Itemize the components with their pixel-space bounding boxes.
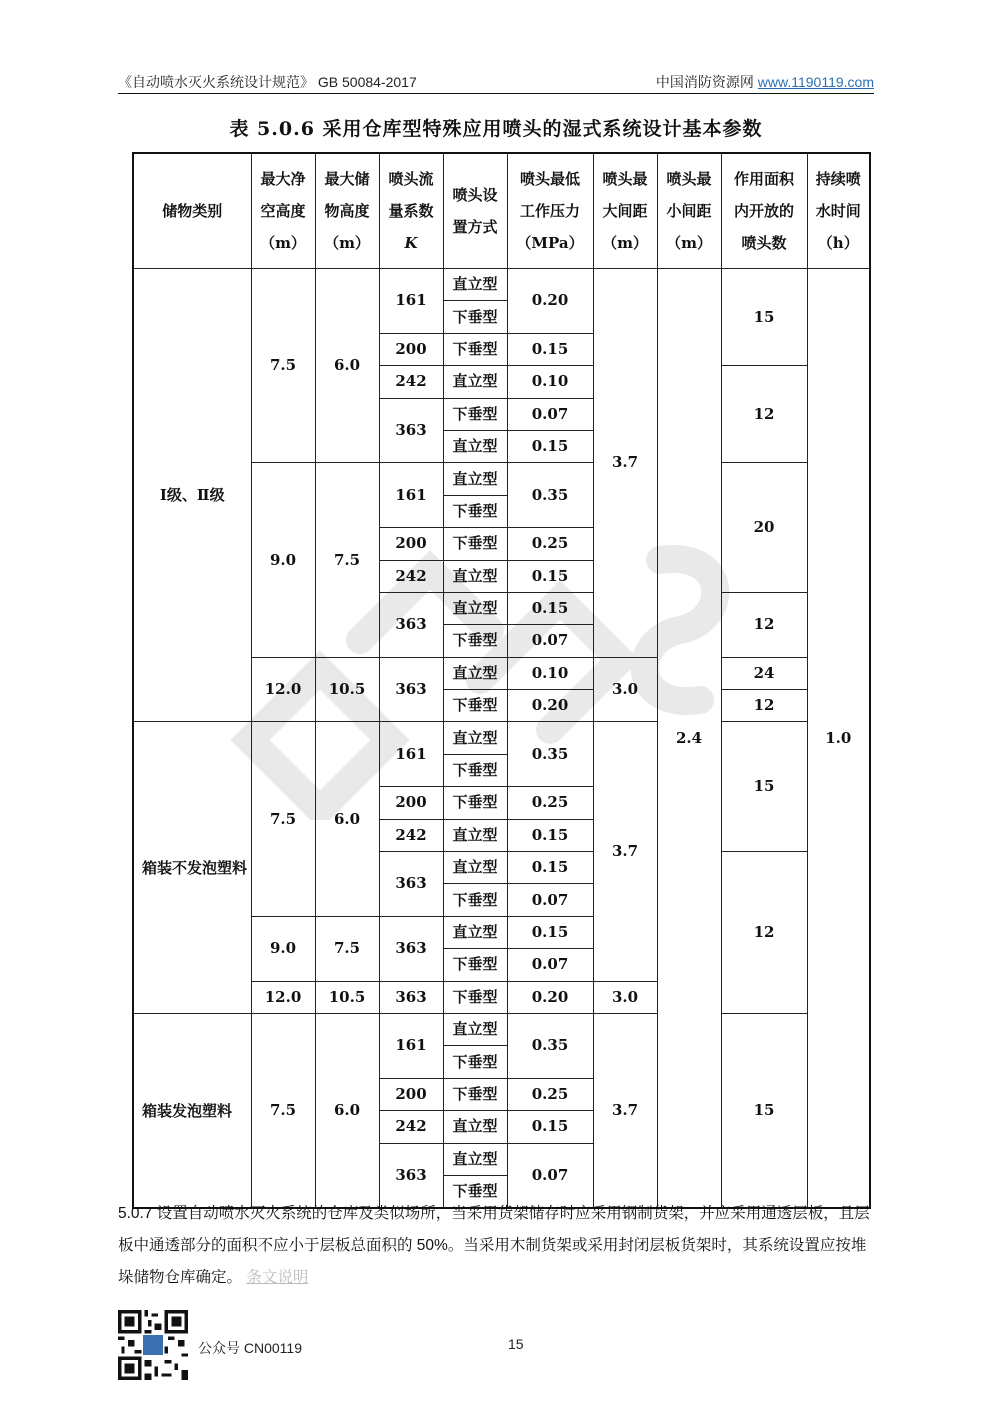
pressure-cell: 0.15 <box>507 592 593 624</box>
table-header-row <box>133 153 870 269</box>
table-row <box>133 1013 870 1045</box>
mount-cell: 下垂型 <box>443 1046 507 1078</box>
max-spacing-cell: 3.7 <box>593 722 657 981</box>
pressure-cell: 0.07 <box>507 625 593 657</box>
k-factor-cell: 242 <box>379 819 443 851</box>
pressure-cell: 0.25 <box>507 1078 593 1110</box>
k-factor-cell: 161 <box>379 269 443 334</box>
mount-cell: 直立型 <box>443 722 507 754</box>
header-divider <box>118 93 874 94</box>
k-factor-cell: 200 <box>379 528 443 560</box>
pressure-cell: 0.15 <box>507 333 593 365</box>
clear-height-cell: 9.0 <box>251 916 315 981</box>
col-header-clear-height: 最大净 空高度 （m） <box>251 153 315 269</box>
page-number: 15 <box>508 1336 524 1352</box>
table-title: 表 5.0.6 采用仓库型特殊应用喷头的湿式系统设计基本参数 <box>229 118 763 140</box>
pressure-cell: 0.07 <box>507 884 593 916</box>
k-factor-cell: 242 <box>379 560 443 592</box>
pressure-cell: 0.15 <box>507 916 593 948</box>
mount-cell: 直立型 <box>443 1111 507 1143</box>
k-factor-cell: 363 <box>379 852 443 917</box>
site-credit <box>656 72 874 92</box>
k-factor-cell: 363 <box>379 592 443 657</box>
open-heads-cell: 15 <box>721 1013 807 1208</box>
k-factor-cell: 161 <box>379 722 443 787</box>
min-spacing-cell: 2.4 <box>657 269 721 1209</box>
mount-cell: 下垂型 <box>443 949 507 981</box>
storage-height-cell: 6.0 <box>315 269 379 463</box>
k-factor-cell: 161 <box>379 463 443 528</box>
mount-cell: 下垂型 <box>443 301 507 333</box>
k-factor-cell: 363 <box>379 916 443 981</box>
pressure-cell: 0.35 <box>507 463 593 528</box>
clear-height-cell: 12.0 <box>251 657 315 722</box>
pressure-cell: 0.20 <box>507 269 593 334</box>
col-header-open-heads: 作用面积 内开放的 喷头数 <box>721 153 807 269</box>
storage-height-cell: 10.5 <box>315 657 379 722</box>
pressure-cell: 0.15 <box>507 430 593 462</box>
mount-cell: 直立型 <box>443 1013 507 1045</box>
pressure-cell: 0.35 <box>507 1013 593 1078</box>
mount-cell: 直立型 <box>443 916 507 948</box>
open-heads-cell: 15 <box>721 269 807 366</box>
mount-cell: 下垂型 <box>443 754 507 786</box>
k-factor-cell: 242 <box>379 366 443 398</box>
max-spacing-cell: 3.0 <box>593 981 657 1013</box>
k-factor-cell: 363 <box>379 981 443 1013</box>
design-parameters-table <box>132 152 871 1209</box>
k-factor-cell: 363 <box>379 1143 443 1208</box>
mount-cell: 直立型 <box>443 819 507 851</box>
pressure-cell: 0.20 <box>507 690 593 722</box>
pressure-cell: 0.10 <box>507 366 593 398</box>
max-spacing-cell: 3.7 <box>593 1013 657 1208</box>
mount-cell: 直立型 <box>443 560 507 592</box>
clause-text: 5.0.7 设置自动喷水灭火系统的仓库及类似场所，当采用货架储存时应采用钢制货架，并应采用通透层板，且层板中通透部分的面积不应小于层板总面积的 50%。当采用木制货架或采用封闭层板货架时，其系统设置应按堆垛储物仓库确定。 <box>118 1205 870 1286</box>
mount-cell: 下垂型 <box>443 690 507 722</box>
qr-code-icon <box>118 1310 188 1380</box>
pressure-cell: 0.07 <box>507 1143 593 1208</box>
clause-explanation-link[interactable]: 条文说明 <box>246 1269 309 1286</box>
clear-height-cell: 12.0 <box>251 981 315 1013</box>
site-url-link[interactable]: www.1190119.com <box>757 74 874 90</box>
k-factor-cell: 363 <box>379 657 443 722</box>
mount-cell: 下垂型 <box>443 884 507 916</box>
pressure-cell: 0.15 <box>507 852 593 884</box>
pressure-cell: 0.10 <box>507 657 593 689</box>
mount-cell: 下垂型 <box>443 495 507 527</box>
max-spacing-cell: 3.7 <box>593 269 657 658</box>
open-heads-cell: 20 <box>721 463 807 593</box>
pressure-cell: 0.15 <box>507 819 593 851</box>
k-factor-cell: 363 <box>379 398 443 463</box>
pressure-cell: 0.07 <box>507 949 593 981</box>
k-factor-cell: 200 <box>379 333 443 365</box>
storage-height-cell: 6.0 <box>315 722 379 916</box>
col-header-max-spacing: 喷头最 大间距 （m） <box>593 153 657 269</box>
mount-cell: 直立型 <box>443 366 507 398</box>
pressure-cell: 0.15 <box>507 560 593 592</box>
mount-cell: 直立型 <box>443 269 507 301</box>
mount-cell: 直立型 <box>443 430 507 462</box>
open-heads-cell: 15 <box>721 722 807 852</box>
category-cell: 箱装发泡塑料 <box>133 1013 251 1208</box>
open-heads-cell: 12 <box>721 690 807 722</box>
clear-height-cell: 7.5 <box>251 269 315 463</box>
wechat-account: 公众号 CN00119 <box>198 1340 303 1356</box>
mount-cell: 下垂型 <box>443 1175 507 1208</box>
mount-cell: 下垂型 <box>443 333 507 365</box>
storage-height-cell: 7.5 <box>315 916 379 981</box>
col-header-min-pressure: 喷头最低 工作压力 （MPa） <box>507 153 593 269</box>
col-header-mount-type: 喷头设 置方式 <box>443 153 507 269</box>
pressure-cell: 0.25 <box>507 787 593 819</box>
col-header-min-spacing: 喷头最 小间距 （m） <box>657 153 721 269</box>
table-row <box>133 722 870 754</box>
duration-cell: 1.0 <box>807 269 870 1209</box>
mount-cell: 直立型 <box>443 657 507 689</box>
mount-cell: 直立型 <box>443 852 507 884</box>
open-heads-cell: 12 <box>721 592 807 657</box>
clear-height-cell: 9.0 <box>251 463 315 657</box>
col-header-category: 储物类别 <box>133 153 251 269</box>
open-heads-cell: 12 <box>721 366 807 463</box>
pressure-cell: 0.20 <box>507 981 593 1013</box>
storage-height-cell: 10.5 <box>315 981 379 1013</box>
mount-cell: 下垂型 <box>443 625 507 657</box>
pressure-cell: 0.07 <box>507 398 593 430</box>
mount-cell: 下垂型 <box>443 787 507 819</box>
category-cell: Ⅰ级、Ⅱ级 <box>133 269 251 722</box>
mount-cell: 直立型 <box>443 592 507 624</box>
col-header-storage-height: 最大储 物高度 （m） <box>315 153 379 269</box>
mount-cell: 直立型 <box>443 1143 507 1175</box>
k-factor-cell: 242 <box>379 1111 443 1143</box>
clear-height-cell: 7.5 <box>251 1013 315 1208</box>
k-factor-cell: 200 <box>379 787 443 819</box>
storage-height-cell: 6.0 <box>315 1013 379 1208</box>
pressure-cell: 0.25 <box>507 528 593 560</box>
storage-height-cell: 7.5 <box>315 463 379 657</box>
clause-5-0-7 <box>118 1198 878 1294</box>
category-cell: 箱装不发泡塑料 <box>133 722 251 1014</box>
mount-cell: 下垂型 <box>443 1078 507 1110</box>
col-header-duration: 持续喷 水时间 （h） <box>807 153 870 269</box>
table-row <box>133 269 870 301</box>
mount-cell: 下垂型 <box>443 528 507 560</box>
pressure-cell: 0.35 <box>507 722 593 787</box>
col-header-k-factor: 喷头流 量系数 K <box>379 153 443 269</box>
mount-cell: 直立型 <box>443 463 507 495</box>
max-spacing-cell: 3.0 <box>593 657 657 722</box>
site-name: 中国消防资源网 <box>655 74 754 90</box>
open-heads-cell: 12 <box>721 852 807 1014</box>
k-factor-cell: 161 <box>379 1013 443 1078</box>
mount-cell: 下垂型 <box>443 981 507 1013</box>
pressure-cell: 0.15 <box>507 1111 593 1143</box>
k-factor-cell: 200 <box>379 1078 443 1110</box>
mount-cell: 下垂型 <box>443 398 507 430</box>
open-heads-cell: 24 <box>721 657 807 689</box>
document-title: 《自动喷水灭火系统设计规范》 GB 50084-2017 <box>118 74 417 90</box>
clear-height-cell: 7.5 <box>251 722 315 916</box>
